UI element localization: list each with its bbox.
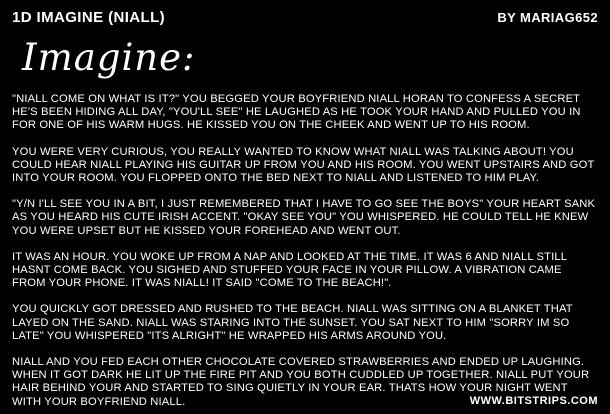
site-watermark: WWW.BITSTRIPS.COM	[469, 395, 598, 407]
story-paragraph: IT WAS AN HOUR. YOU WOKE UP FROM A NAP AND LOOKED AT THE TIME. IT WAS 6 AND NIALL STILL HASNT COME BACK. YOU SIGHED AND STUFFED YOUR FACE IN YOUR PILLOW. A VIBRATION CAME FROM YOUR PHONE. IT WAS NIALL! IT SAID "COME TO THE BEACH!".	[12, 250, 567, 290]
story-paragraph: YOU QUICKLY GOT DRESSED AND RUSHED TO THE BEACH. NIALL WAS SITTING ON A BLANKET THAT LAYED ON THE SAND. NIALL WAS STARING INTO THE SUNSET. YOU SAT NEXT TO HIM "SORRY IM SO LATE" YOU WHISPERED "ITS ALRIGHT" HE WRAPPED HIS ARMS AROUND YOU.	[12, 303, 573, 342]
script-title: Imagine:	[22, 36, 196, 79]
page-author: BY MARIAG652	[497, 10, 598, 25]
story-paragraph: NIALL AND YOU FED EACH OTHER CHOCOLATE COVERED STRAWBERRIES AND ENDED UP LAUGHING. WHEN IT GOT DARK HE LIT UP THE FIRE PIT AND YOU BOTH CUDDLED UP TOGETHER. NIALL PUT YOUR HAIR BEHIND YOUR AND STARTED TO SING QUIETLY IN YOUR EAR. THATS HOW YOUR NIGHT WENT WITH YOUR BOYFRIEND NIALL.	[12, 356, 590, 408]
story-paragraph: YOU WERE VERY CURIOUS, YOU REALLY WANTED TO KNOW WHAT NIALL WAS TALKING ABOUT! YOU COULD HEAR NIALL PLAYING HIS GUITAR UP FROM YOU AND HIS ROOM. YOU WENT UPSTAIRS AND GOT INTO YOUR ROOM. YOU FLOPPED ONTO THE BED NEXT TO NIALL AND LISTENED TO HIM PLAY.	[12, 145, 595, 185]
page-header	[0, 0, 610, 26]
story-paragraph: "Y/N I'LL SEE YOU IN A BIT, I JUST REMEMBERED THAT I HAVE TO GO SEE THE BOYS" YOUR HEART SANK AS YOU HEARD HIS CUTE IRISH ACCENT. "OKAY SEE YOU" YOU WHISPERED. HE COULD TELL HE KNEW YOU WERE UPSET BUT HE KISSED YOUR FOREHEAD AND WENT OUT.	[12, 198, 596, 237]
story-paragraph: "NIALL COME ON WHAT IS IT?" YOU BEGGED YOUR BOYFRIEND NIALL HORAN TO CONFESS A SECRET HE'S BEEN HIDING ALL DAY, "YOU'LL SEE" HE LAUGHED AS HE TOOK YOUR HAND AND PULLED YOU IN FOR ONE OF HIS WARM HUGS. HE KISSED YOU ON THE CHEEK AND WENT UP TO HIS ROOM.	[12, 93, 581, 132]
page-title: 1D IMAGINE (NIALL)	[12, 9, 166, 26]
story-body	[12, 93, 598, 409]
